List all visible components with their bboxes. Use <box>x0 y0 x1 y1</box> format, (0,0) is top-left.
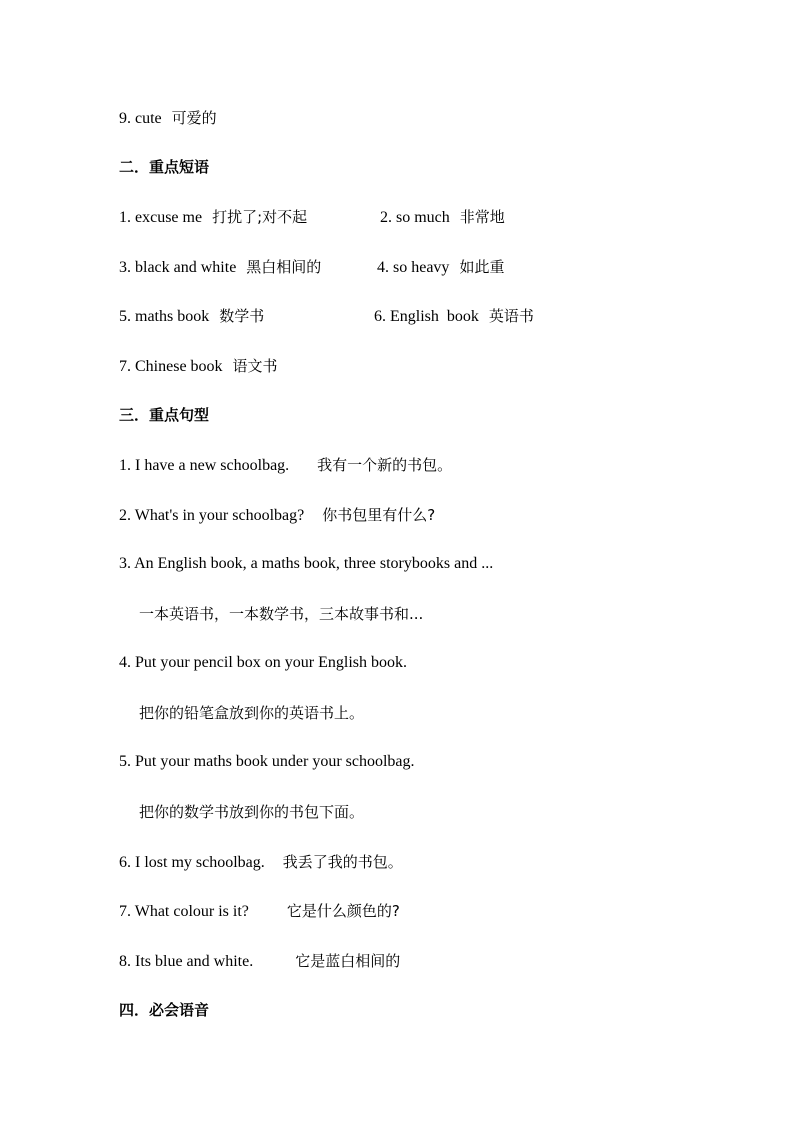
sentence-1-english: 1. I have a new schoolbag. <box>119 457 290 474</box>
sentence-2-english: 2. What's in your schoolbag? <box>119 507 305 524</box>
phrase-4-chinese: 如此重 <box>459 258 505 276</box>
section-3-heading: 三．重点句型 <box>119 406 210 424</box>
phrase-row-2 <box>119 257 321 278</box>
sentence-6-chinese: 我丢了我的书包。 <box>282 853 403 871</box>
phrase-row-1b <box>380 207 505 228</box>
phrase-row-1 <box>119 207 307 228</box>
phrase-1-chinese: 打扰了;对不起 <box>212 208 308 226</box>
phrase-2-english: 2. so much <box>380 209 450 226</box>
phrase-2-chinese: 非常地 <box>459 208 505 226</box>
sentence-5-chinese: 把你的数学书放到你的书包下面。 <box>139 803 365 821</box>
sentence-7 <box>119 901 400 922</box>
sentence-4-chinese: 把你的铅笔盒放到你的英语书上。 <box>139 704 365 722</box>
phrase-4-english: 4. so heavy <box>377 259 450 276</box>
sentence-6 <box>119 852 403 873</box>
sentence-7-chinese: 它是什么颜色的? <box>286 902 400 920</box>
phrase-row-4 <box>119 356 278 377</box>
sentence-8-english: 8. Its blue and white. <box>119 953 254 970</box>
sentence-5-english: 5. Put your maths book under your schoolbag. <box>119 753 415 770</box>
phrase-row-2b <box>377 257 504 278</box>
phrase-row-3 <box>119 306 264 327</box>
phrase-3-chinese: 黑白相间的 <box>246 258 322 276</box>
phrase-3-english: 3. black and white <box>119 259 237 276</box>
sentence-2 <box>119 505 435 526</box>
sentence-3-english: 3. An English book, a maths book, three storybooks and ... <box>119 555 494 572</box>
section-2-heading: 二．重点短语 <box>119 158 210 176</box>
phrase-6-english: 6. English book <box>374 308 479 325</box>
phrase-5-chinese: 数学书 <box>219 307 265 325</box>
phrase-row-3b <box>374 306 534 327</box>
sentence-1 <box>119 455 452 476</box>
sentence-8 <box>119 951 400 972</box>
vocab-item-9 <box>119 108 217 129</box>
phrase-5-english: 5. maths book <box>119 308 210 325</box>
phrase-6-chinese: 英语书 <box>488 307 534 325</box>
vocab-item-9-chinese: 可爱的 <box>171 109 217 127</box>
section-4-heading: 四．必会语音 <box>119 1001 210 1019</box>
vocab-item-9-english: 9. cute <box>119 110 162 127</box>
sentence-7-english: 7. What colour is it? <box>119 903 249 920</box>
sentence-2-chinese: 你书包里有什么? <box>322 506 436 524</box>
phrase-7-english: 7. Chinese book <box>119 358 223 375</box>
sentence-8-chinese: 它是蓝白相间的 <box>295 952 401 970</box>
phrase-1-english: 1. excuse me <box>119 209 203 226</box>
sentence-6-english: 6. I lost my schoolbag. <box>119 854 265 871</box>
sentence-4-english: 4. Put your pencil box on your English book. <box>119 654 407 671</box>
phrase-7-chinese: 语文书 <box>232 357 278 375</box>
sentence-1-chinese: 我有一个新的书包。 <box>317 456 453 474</box>
sentence-3-chinese: 一本英语书，一本数学书，三本故事书和... <box>139 605 424 623</box>
